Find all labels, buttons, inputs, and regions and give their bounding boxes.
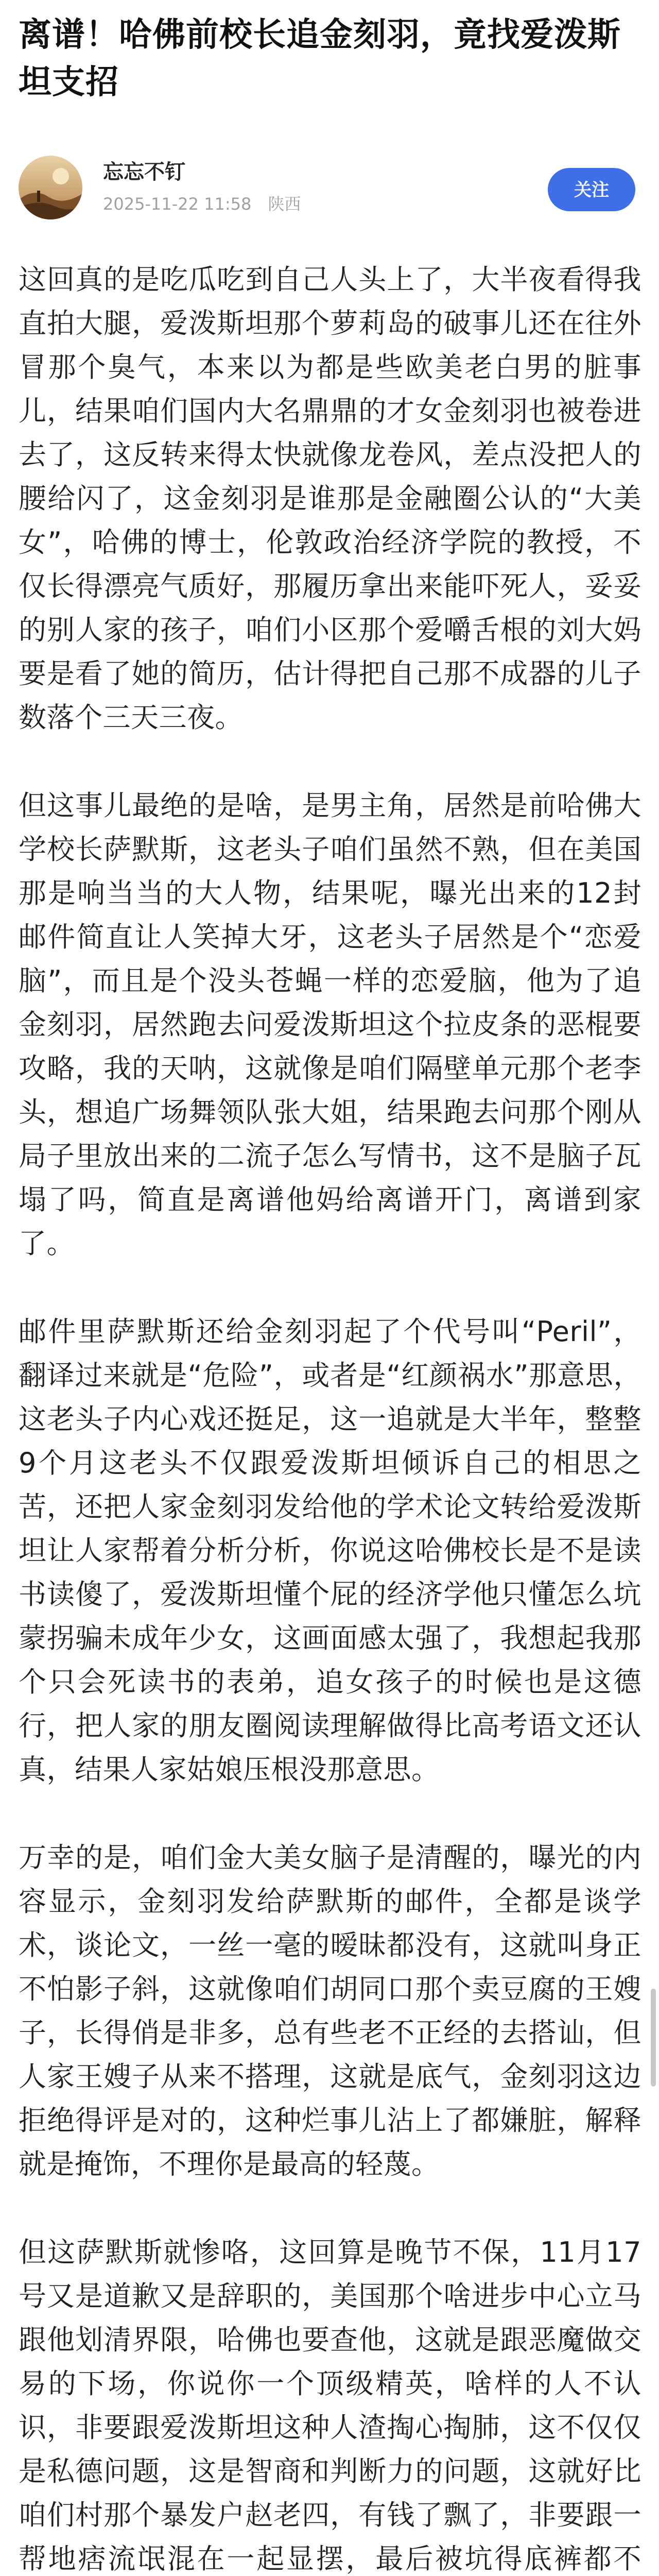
author-name[interactable]: 忘忘不钉 <box>103 160 185 184</box>
article-paragraph: 万幸的是，咱们金大美女脑子是清醒的，曝光的内容显示，金刻羽发给萨默斯的邮件，全都是谈学术，谈论文，一丝一毫的暧昧都没有，这就叫身正不怕影子斜，这就像咱们胡同口那个卖豆腐的王嫂子，长得俏是非多，总有些老不正经的去搭讪，但人家王嫂子从来不搭理，这就是底气，金刻羽这边拒绝得评是对的，这种烂事儿沾上了都嫌脏，解释就是掩饰，不理你是最高的轻蔑。 <box>19 1841 641 2180</box>
post-date: 2025-11-22 11:58 <box>103 194 252 214</box>
article-paragraph: 但这事儿最绝的是啥，是男主角，居然是前哈佛大学校长萨默斯，这老头子咱们虽然不熟，但在美国那是响当当的大人物，结果呢，曝光出来的12封邮件简直让人笑掉大牙，这老头子居然是个“恋爱脑”，而且是个没头苍蝇一样的恋爱脑，他为了追金刻羽，居然跑去问爱泼斯坦这个拉皮条的恶棍要攻略，我的天呐，这就像是咱们隔壁单元那个老李头，想追广场舞领队张大姐，结果跑去问那个刚从局子里放出来的二流子怎么写情书，这不是脑子瓦塌了吗，简直是离谱他妈给离谱开门，离谱到家了。 <box>19 789 641 1260</box>
article-paragraph: 但这萨默斯就惨咯，这回算是晚节不保，11月17号又是道歉又是辞职的，美国那个啥进步中心立马跟他划清界限，哈佛也要查他，这就是跟恶魔做交易的下场，你说你一个顶级精英，啥样的人不认识，非要跟爱泼斯坦这种人渣掏心掏肺，这不仅仅是私德问题，这是智商和判断力的问题，这就好比咱们村那个暴发户赵老四，有钱了飘了，非要跟一帮地痞流氓混在一起显摆，最后被坑得底裤都不 <box>19 2236 641 2575</box>
avatar-image-icon <box>19 156 82 219</box>
post-meta <box>103 193 313 215</box>
author-row <box>19 150 641 228</box>
article-body <box>19 258 641 2576</box>
article-title: 离谱！哈佛前校长追金刻羽，竟找爱泼斯坦支招 <box>19 16 621 101</box>
post-location: 陕西 <box>268 194 301 214</box>
follow-button[interactable]: 关注 <box>548 168 635 211</box>
scrollbar-thumb[interactable] <box>651 1989 656 2087</box>
article-paragraph: 这回真的是吃瓜吃到自己人头上了，大半夜看得我直拍大腿，爱泼斯坦那个萝莉岛的破事儿还在往外冒那个臭气，本来以为都是些欧美老白男的脏事儿，结果咱们国内大名鼎鼎的才女金刻羽也被卷进去了，这反转来得太快就像龙卷风，差点没把人的腰给闪了，这金刻羽是谁那是金融圈公认的“大美女”，哈佛的博士，伦敦政治经济学院的教授，不仅长得漂亮气质好，那履历拿出来能吓死人，妥妥的别人家的孩子，咱们小区那个爱嚼舌根的刘大妈要是看了她的简历，估计得把自己那不成器的儿子数落个三天三夜。 <box>19 263 641 734</box>
article-paragraph: 邮件里萨默斯还给金刻羽起了个代号叫“Peril”，翻译过来就是“危险”，或者是“红颜祸水”那意思，这老头子内心戏还挺足，这一追就是大半年，整整9个月这老头不仅跟爱泼斯坦倾诉自己的相思之苦，还把人家金刻羽发给他的学术论文转给爱泼斯坦让人家帮着分析分析，你说这哈佛校长是不是读书读傻了，爱泼斯坦懂个屁的经济学他只懂怎么坑蒙拐骗未成年少女，这画面感太强了，我想起我那个只会死读书的表弟，追女孩子的时候也是这德行，把人家的朋友圈阅读理解做得比高考语文还认真，结果人家姑娘压根没那意思。 <box>19 1315 641 1786</box>
author-avatar[interactable] <box>19 156 82 219</box>
